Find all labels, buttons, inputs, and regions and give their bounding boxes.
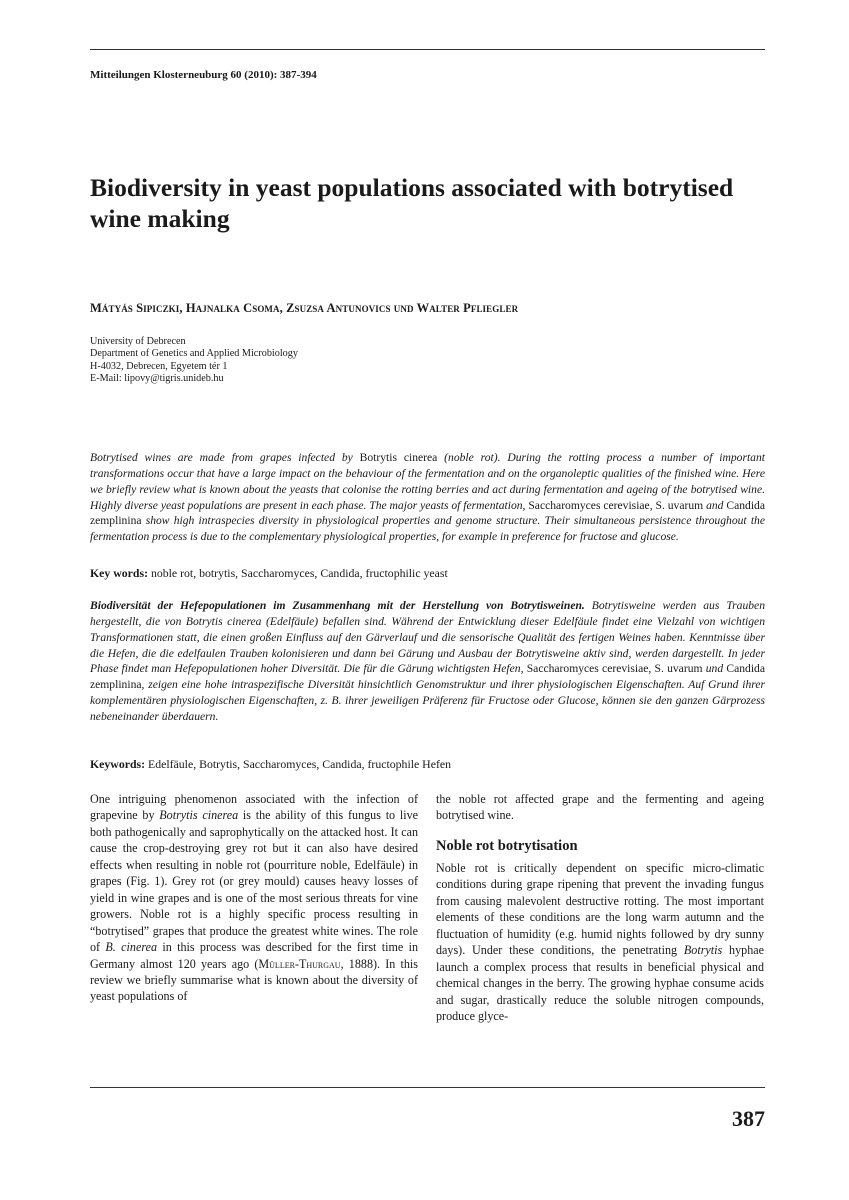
affiliation-email: E-Mail: lipovy@tigris.unideb.hu xyxy=(90,372,224,384)
body-text: the noble rot affected grape and the fermenting and ageing botrytised wine. xyxy=(436,792,764,823)
author-list: Mátyás Sipiczki, Hajnalka Csoma, Zsuzsa Antunovics und Walter Pfliegler xyxy=(90,301,519,315)
taxon-name: Botrytis cinerea xyxy=(159,808,239,823)
body-left-column xyxy=(90,791,418,1005)
bottom-rule xyxy=(90,1087,765,1088)
keywords-label: Key words: xyxy=(90,566,148,580)
abstract-text: Botrytised wines are made from grapes infected by xyxy=(90,451,360,464)
keywords-german xyxy=(90,757,451,772)
keywords-english xyxy=(90,566,448,581)
body-text: Noble rot is critically dependent on specific micro-climatic conditions during grape ripening that prevent the invading fungus from causing malevolent destructive rotting. The most important elements of these conditions are the long warm autumn and the fluctuation of humidity (e.g. humid nights followed by dry sunny days). Under these conditions, the penetrating xyxy=(436,861,764,958)
keywords-text: noble rot, botrytis, Saccharomyces, Candida, fructophilic yeast xyxy=(148,566,448,580)
affiliation-block xyxy=(90,336,298,385)
affiliation-line: H-4032, Debrecen, Egyetem tér 1 xyxy=(90,360,228,372)
body-text: is the ability of this fungus to live both pathogenically and saprophytically on the attacked host. It can cause the crop-destroying grey rot but it can also have desired effects when resulting in noble rot (pourriture noble, Edelfäule) in grapes (Fig. 1). Grey rot (or grey mould) causes heavy losses of yield in wine grapes and is one of the most serious threats for vine growers. Noble rot is a highly specific process resulting in “botrytised” grapes that produce the greatest white wines. The role of xyxy=(90,808,418,955)
abstract-text: show high intraspecies diversity in physiological properties and genome structure. Their simultaneous persistence throughout the fermentation process is due to the complementary physiological properties, for example in preference for fructose and glucose. xyxy=(90,514,765,544)
abstract-english xyxy=(90,450,765,545)
abstract-text: und xyxy=(702,662,727,676)
german-abstract-title: Biodiversität der Hefepopulationen im Zusammenhang mit der Herstellung von Botrytisweinen. xyxy=(90,599,585,612)
abstract-german xyxy=(90,598,765,725)
keywords-label: Keywords: xyxy=(90,757,146,771)
abstract-text: Botrytisweine werden aus Trauben hergestellt, die von Botrytis cinerea (Edelfäule) befallen sind. Während der Entwicklung dieser Edelfäule findet eine Vielzahl von wichtigen Transformationen statt, die einen großen Einfluss auf den Gärverlauf und die sensorische Qualität des fertigen Weines haben. Kenntnisse über die Hefen, die die edelfaulen Trauben kolonisieren und dann bei Gärung und Ausbau der Botrytisweine aktiv sind, werden dargestellt. In jeder Phase findet man Hefepopulationen hoher Diversität. Die für die Gärung wichtigsten Hefen, xyxy=(90,599,765,676)
section-heading: Noble rot botrytisation xyxy=(436,838,578,854)
top-rule xyxy=(90,49,765,50)
article-title: Biodiversity in yeast populations associated with botrytised wine making xyxy=(90,173,734,233)
abstract-text: (noble rot). During the rotting process a number of important transformations occur that have a large impact on the behaviour of the fermentation and on the organoleptic qualities of the finished wine. Here we briefly review what is known about the yeasts that colonise the rotting berries and act during fermentation and ageing of the botrytised wine. Highly diverse yeast populations are present in each phase. The major yeasts of fermentation, xyxy=(90,451,765,512)
body-text: One intriguing phenomenon associated with the infection of grapevine by xyxy=(90,792,418,823)
abstract-text: , zeigen eine hohe intraspezifische Diversität hinsichtlich Genomstruktur und ihrer physiologischen Eigenschaften. Auf Grund ihrer komplementären physiologischen Eigenschaften, z. B. ihrer jeweiligen Präferenz für Fructose oder Glucose, können sie den ganzen Gärprozess nebeneinander überdauern. xyxy=(90,678,765,723)
body-right-column xyxy=(436,860,764,1025)
body-text: , 1888). In this review we briefly summarise what is known about the diversity of yeast populations of xyxy=(90,956,418,1004)
taxon-name: Candida zemplinina xyxy=(90,498,765,528)
taxon-name: B. cinerea xyxy=(105,940,157,955)
page-number: 387 xyxy=(732,1106,765,1131)
taxon-name: Saccharomyces cerevisiae, S. uvarum xyxy=(526,662,703,676)
affiliation-line: Department of Genetics and Applied Microbiology xyxy=(90,348,298,360)
keywords-text: Edelfäule, Botrytis, Saccharomyces, Candida, fructophile Hefen xyxy=(145,757,452,771)
affiliation-line: University of Debrecen xyxy=(90,336,186,347)
journal-citation: Mitteilungen Klosterneuburg 60 (2010): 387-394 xyxy=(90,69,317,81)
abstract-text: and xyxy=(703,498,727,512)
taxon-name: Saccharomyces cerevisiae, S. uvarum xyxy=(528,498,704,512)
taxon-name: Botrytis xyxy=(683,943,723,958)
taxon-name: Botrytis cinerea xyxy=(359,451,438,464)
body-right-intro xyxy=(436,791,764,824)
citation-author: Müller-Thurgau xyxy=(258,956,341,971)
taxon-name: Candida zemplinina xyxy=(90,662,765,692)
body-text: hyphae launch a complex process that results in beneficial physical and chemical changes in the berry. The growing hyphae consume acids and sugar, drastically reduce the soluble nitrogen compounds, produce glyce- xyxy=(436,943,764,1024)
body-text: in this process was described for the first time in Germany almost 120 years ago ( xyxy=(90,940,418,971)
